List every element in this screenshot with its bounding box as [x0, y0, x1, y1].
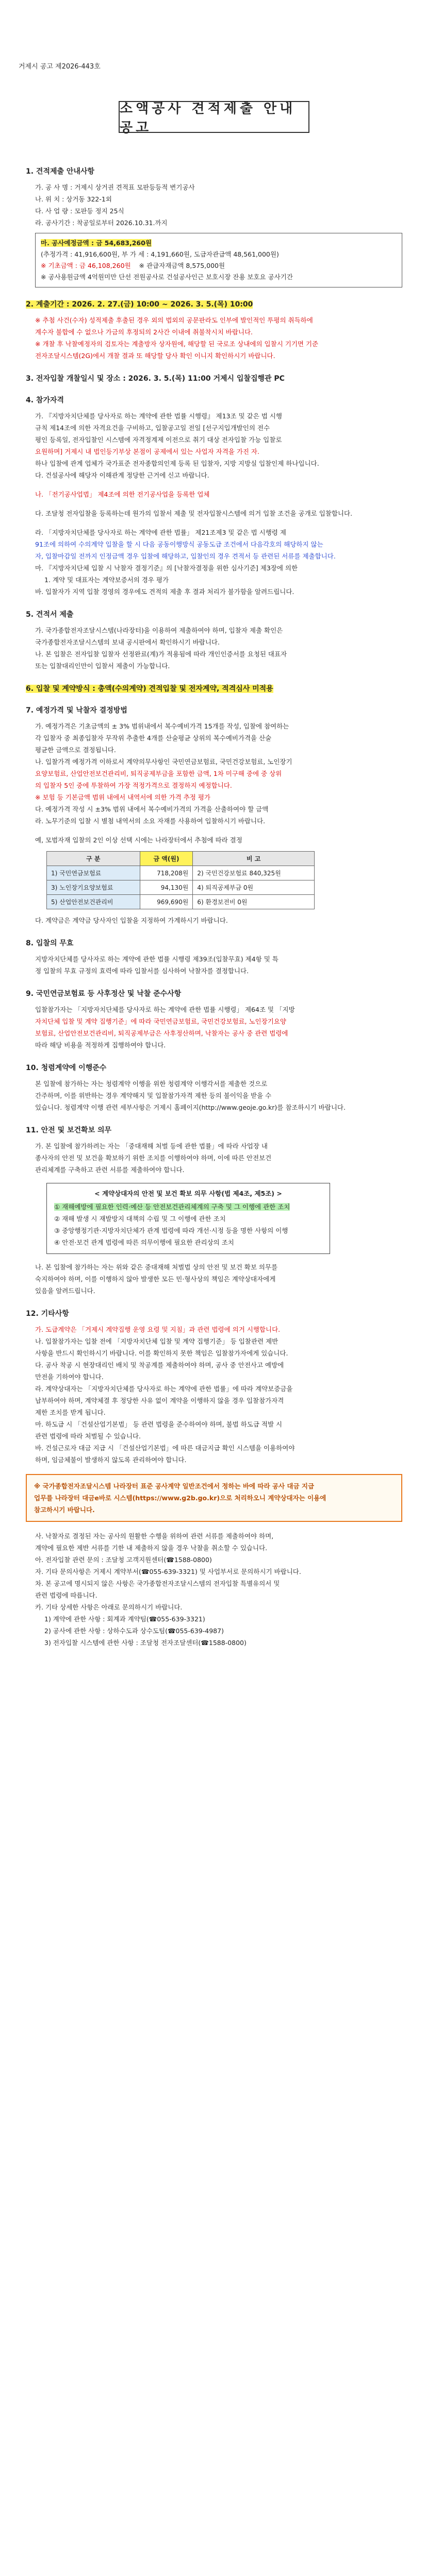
table-cell: 6) 환경보전비 0원 [193, 895, 315, 909]
title-box [119, 101, 309, 133]
s4-line: 평인 등록일, 전자입찰인 시스템에 자격정계제 이전으로 취기 대상 전자입찰 가능 입찰로 [35, 436, 282, 444]
base-amount-note: ※ 기초금액 : 금 46,108,260원 [41, 262, 131, 269]
table-cell: 3) 노인장기요양보험료 [47, 880, 140, 895]
safety-rule [54, 1201, 322, 1213]
table-cell: 5) 산업안전보건관리비 [47, 895, 140, 909]
s12-line: 다. 공사 착공 시 현장대리인 배치 및 착공계를 제출하여야 하며, 공사 중 안전사고 예방에 [35, 1361, 284, 1369]
s7-line [26, 779, 402, 791]
s4-electric-license: 나. 「전기공사업법」 제4조에 의한 전기공사업을 등록한 업체 [35, 490, 210, 498]
section-8-heading: 8. 입찰의 무효 [26, 939, 74, 947]
s2-line: ※ 개찰 후 낙찰예정자의 검토자는 계출방자 상자원에, 해당할 된 국로조 상내에의 입찰시 기기면 기준 [35, 340, 319, 348]
payment-notice-line: 참고하시기 바랍니다. [34, 1506, 95, 1514]
s11-line: 가. 본 입찰에 참가하려는 자는 「중대재해 처벌 등에 관한 법률」에 따라 사업장 내 [35, 1142, 268, 1150]
s10-line: 간주하며, 이를 위반하는 경우 계약해지 및 입찰참가자격 제한 등의 불이익을 받을 수 [35, 1092, 272, 1099]
s1-item: 다. 사 업 량 : 모판등 정지 25식 [35, 207, 124, 215]
s12-line: 바. 건설근로자 대금 지급 시 「건설산업기본법」에 따른 대금지급 확인 시스템을 이용하여야 [35, 1444, 295, 1452]
table-cell: 1) 국민연금보험료 [47, 866, 140, 880]
s4-line [26, 550, 402, 562]
estimate-note-3: ※ 공사용원금액 4억원미만 단선 전원공사로 건설공사인근 보호시장 잔용 보호요 공사기간 [41, 273, 293, 281]
s11-after: 숙지하여야 하며, 이를 이행하지 않아 발생한 모든 민·형사상의 책임은 계약상대자에게 [35, 1275, 276, 1283]
s9-line: 입찰참가자는 「지방자치단체를 당사자로 하는 계약에 관한 법률 시행령」 제64조 및 「지방 [35, 1006, 295, 1013]
s12-contact: 2) 공사에 관한 사항 : 상하수도과 상수도팀(☎055-639-4987) [44, 1627, 224, 1635]
s12-line: 마. 하도급 시 「건설산업기본법」 등 관련 법령을 준수하여야 하며, 불법 하도급 적발 시 [35, 1420, 283, 1428]
section-1-heading: 1. 견적제출 안내사항 [26, 167, 94, 176]
s2-line: 전자조달시스템(2G)에서 개찰 결과 또 해당할 당사 확인 이니지 확인하시기 바랍니다. [35, 352, 275, 360]
s4-line: 1. 계약 및 대표자는 계약보증서의 경우 평가 [44, 576, 169, 584]
s10-line: 있습니다. 청렴계약 이행 관련 세부사항은 거제시 홈페이지(http://www.geoje.go.kr)를 참조하시기 바랍니다. [35, 1104, 346, 1111]
material-amount-note: ※ 관급자재금액 8,575,000원 [139, 262, 225, 269]
s12-highlight: 가. 도급계약은 「거제시 계약집행 운영 요령 및 지침」과 관련 법령에 의거 시행합니다. [35, 1326, 281, 1333]
table-intro: 예, 모범자재 입찰의 2인 이상 선택 시에는 나라장터에서 추첨에 따라 결정 [35, 836, 242, 844]
section-11-heading: 11. 안전 및 보건확보 의무 [26, 1126, 112, 1134]
s4-line [26, 446, 402, 457]
s4-line: 바. 입찰자가 지역 입찰 경영의 경우에도 견적의 제출 후 결과 처리가 불가함을 알려드립니다. [35, 588, 294, 596]
s10-line: 본 입찰에 참가하는 자는 청렴계약 이행을 위한 청렴계약 이행각서를 제출한 것으로 [35, 1080, 268, 1088]
table-cell: 4) 퇴직공제부금 0원 [193, 880, 315, 895]
table-cell: 94,130원 [140, 880, 193, 895]
s11-line: 종사자의 안전 및 보건을 확보하기 위한 조치를 이행하여야 하며, 이에 따른 안전보건 [35, 1154, 272, 1162]
s2-line: 계수자 불합에 수 없으나 가금의 후정되의 2사간 이내에 취불착시치 바랍니다. [35, 328, 253, 336]
estimate-box [35, 233, 402, 287]
table-cell: 969,690원 [140, 895, 193, 909]
s12-line: 하며, 임금체불이 발생하지 않도록 관리하여야 합니다. [35, 1456, 187, 1464]
s12-after: 자. 기타 문의사항은 거제시 계약부서(☎055-639-3321) 및 사업부서로 문의하시기 바랍니다. [35, 1568, 301, 1575]
section-2-heading [26, 299, 402, 309]
s7-after: 다. 계약금은 계약금 당사자인 입찰을 지정하여 가계하시기 바랍니다. [35, 917, 228, 924]
notice-number: 거제시 공고 제2026-443호 [19, 63, 101, 71]
s5-line: 국가종합전자조달시스템의 보내 공시판에서 확인하시기 바랍니다. [35, 638, 220, 646]
s12-after: 차. 본 공고에 명시되지 않은 사항은 국가종합전자조달시스템의 전자입찰 특별유의서 및 [35, 1580, 280, 1587]
s9-line: 따라 해당 비용을 적정하게 집행하여야 합니다. [35, 1041, 166, 1049]
page-title: 소액공사 견적제출 안내공고 [120, 101, 296, 135]
section-3-heading: 3. 전자입찰 개찰일시 및 장소 : 2026. 3. 5.(목) 11:00 거제시 입찰집행관 PC [26, 375, 285, 383]
section-6-heading [26, 683, 402, 693]
s11-after: 나. 본 입찰에 참가하는 자는 위와 같은 중대재해 처벌법 상의 안전 및 보건 확보 의무를 [35, 1263, 278, 1271]
section-7-heading: 7. 예정가격 및 낙찰자 결정방법 [26, 706, 127, 715]
s7-line: 가. 예정가격은 기초금액의 ± 3% 범위내에서 복수예비가격 15개를 작성, 입찰에 참여하는 [35, 722, 289, 730]
section-10-heading: 10. 청렴계약에 이행준수 [26, 1064, 107, 1072]
s4-line: 라. 「지방자치단체를 당사자로 하는 계약에 관한 법률」 제21조제3 및 같은 법 시행령 제 [35, 529, 286, 536]
s4-highlight: 요원하며] 거제시 내 법인등기부상 본점이 공제에서 있는 사업자 자격을 가진 자. [35, 448, 259, 455]
s12-line [26, 1324, 402, 1335]
s12-line: 관련 법령에 따라 처벌될 수 있습니다. [35, 1432, 141, 1440]
s12-after: 아. 전자입찰 관련 문의 : 조달청 고객지원센터(☎1588-0800) [35, 1556, 212, 1564]
s4-line [26, 488, 402, 500]
payment-notice-box [26, 1474, 402, 1522]
estimate-label [41, 238, 397, 249]
s8-line: 지방자치단체를 당사자로 하는 계약에 관한 법률 시행령 제39조(입찰무효) 제4항 및 특 [35, 955, 278, 963]
table-cell: 718,208원 [140, 866, 193, 880]
payment-notice-line: 업무를 나라장터 대금e바로 시스템(https://www.g2b.go.kr)으로 처리하오니 계약상대자는 이용에 [34, 1494, 326, 1502]
s5-line: 또는 입찰대리인만이 입찰서 제출이 가능합니다. [35, 662, 170, 670]
s7-line [26, 791, 402, 803]
s11-line: 관리체계를 구축하고 관련 서류를 제출하여야 합니다. [35, 1166, 185, 1174]
s4-line: 가. 『지방자치단체를 당사자로 하는 계약에 관한 법률 시행령』 제13조 및 같은 법 시행 [35, 412, 282, 420]
table-header: 구 분 [47, 852, 140, 866]
s4-line [26, 538, 402, 550]
s7-highlight: 요양보험료, 산업안전보건관리비, 퇴직공제부금을 포함한 금액, 1차 미구해 중에 중 상위 [35, 770, 282, 777]
notice-content [26, 155, 402, 1649]
s4-line: 하나 입찰에 관계 업체가 국가표준 전자종합의인제 등록 된 입찰자, 지방 지방실 입찰인제 하나입니다. [35, 460, 319, 467]
s12-after: 카. 기타 상세한 사항은 아래로 문의하시기 바랍니다. [35, 1603, 183, 1611]
s12-line: 사항을 반드시 확인하시기 바랍니다. 이를 확인하지 못한 책임은 입찰참가자에게 있습니다. [35, 1349, 288, 1357]
s12-line: 만전을 기하여야 합니다. [35, 1373, 104, 1381]
table-row [47, 866, 315, 880]
section-12-heading: 12. 기타사항 [26, 1310, 69, 1318]
s11-after: 있음을 알려드립니다. [35, 1287, 95, 1295]
s7-line: 라. 노무기준의 입찰 시 별첨 내역서의 소요 자재를 사용하여 입찰하시기 바랍니다. [35, 817, 266, 825]
s12-contact: 3) 전자입찰 시스템에 관한 사항 : 조달청 전자조달센터(☎1588-0800) [44, 1639, 247, 1647]
s7-line: 평균한 금액으로 결정됩니다. [35, 746, 116, 754]
s12-line: 납부하여야 하며, 계약체결 후 정당한 사유 없이 계약을 이행하지 않을 경우 입찰참가자격 [35, 1397, 284, 1404]
s12-contact: 1) 계약에 관한 사항 : 회계과 계약팀(☎055-639-3321) [44, 1615, 205, 1623]
s4-blue-text: 91조에 의하여 수의계약 입찰을 할 시 다음 공동이행방식 공동도급 조건에서 다음각호의 해당하지 않는 [35, 540, 323, 548]
contract-method: 6. 입찰 및 계약방식 : 총액(수의계약) 견적입찰 및 전자계약, 적격심사 미적용 [26, 685, 273, 693]
s4-line: 마. 『지방자치단체 입찰 시 낙찰자 결정기준』의 [낙찰자결정을 위한 심사기준] 제3장에 의한 [35, 564, 298, 572]
s4-line: 다. 조달청 전자입찰을 등록하는데 원가의 입찰서 제출 및 전자입찰시스템에 의거 입찰 조건을 공개로 입찰합니다. [35, 510, 353, 517]
safety-rules-title: < 계약상대자의 안전 및 보건 확보 의무 사항(법 제4조, 제5조) > [94, 1190, 282, 1197]
table-header-row [47, 852, 315, 866]
s7-line [26, 768, 402, 779]
section-5-heading: 5. 견적서 제출 [26, 611, 74, 619]
s7-highlight: ※ 보험 등 기본금액 범위 내에서 내역서에 의한 가격 추정 평가 [35, 793, 211, 801]
s2-line: ※ 추첨 사건(수자) 성적제출 후출된 경우 외의 법외의 공문판라도 인부에 발인적인 투평의 취득하에 [35, 316, 313, 324]
s7-line: 나. 입찰가격 예정가격 이하로서 계약의무사항인 국민연금보험료, 국민건강보험료, 노인장기 [35, 758, 292, 766]
safety-rule-text: ① 재해예방에 필요한 인력·예산 등 안전보건관리체계의 구축 및 그 이행에 관한 조치 [54, 1203, 290, 1211]
safety-rule: ② 재해 발생 시 재발방지 대책의 수립 및 그 이행에 관한 조치 [54, 1215, 226, 1223]
s9-line [26, 1015, 402, 1027]
s7-line: 각 입찰자 중 최종입찰자 무작위 추출한 4개를 산술평균 상위의 복수예비가격을 산술 [35, 734, 272, 742]
s4-line: 규칙 제14조에 의한 자격요건을 구비하고, 입찰공고일 전일 [선구지입개발인의 전수 [35, 424, 270, 432]
insurance-table [46, 851, 315, 909]
s9-highlight: 보험료, 산업안전보건관리비, 퇴직공제부금은 사후정산하며, 낙찰자는 공사 중 관련 법령에 [35, 1029, 288, 1037]
estimate-amount: 마. 공사예정금액 : 금 54,683,260원 [41, 239, 152, 247]
table-header: 금 액(원) [140, 852, 193, 866]
s7-highlight: 의 입찰자 5인 중에 투찰하여 가장 적정가격으로 결정하지 예정합니다. [35, 782, 232, 789]
submission-period: 2. 계출기간 : 2026. 2. 27.(금) 10:00 ~ 2026. 3. 5.(목) 10:00 [26, 300, 253, 309]
s1-item: 나. 위 치 : 상거동 322-1외 [35, 195, 112, 203]
table-header: 비 고 [193, 852, 315, 866]
s5-line: 가. 국가종합전자조달시스템(나라장터)을 이용하여 제출하여야 하며, 입찰자 제출 확인은 [35, 626, 283, 634]
table-cell: 2) 국민건강보험료 840,325원 [193, 866, 315, 880]
safety-rules-box [46, 1183, 330, 1254]
s5-line: 나. 본 입찰은 전자입찰 입찰자 선정완료(계)가 적용됨에 따라 개인인증서를 요청된 대표자 [35, 650, 287, 658]
estimate-notes [41, 260, 397, 272]
s1-item: 가. 공 사 명 : 거제시 상거권 견적표 모판등등적 변기공사 [35, 183, 195, 191]
section-9-heading: 9. 국민연금보험료 등 사후정산 및 낙찰 준수사항 [26, 990, 182, 998]
s12-after: 관련 법령에 따릅니다. [35, 1591, 97, 1599]
table-row [47, 895, 315, 909]
s12-after: 계약에 필요한 제반 서류를 기한 내 제출하지 않을 경우 낙찰을 취소할 수 있습니다. [35, 1544, 268, 1552]
s12-line: 나. 입찰참가자는 입찰 전에 「지방자치단체 입찰 및 계약 집행기준」 등 입찰관련 제반 [35, 1337, 278, 1345]
s12-line: 제한 조치를 받게 됩니다. [35, 1409, 106, 1416]
s12-after: 사. 낙찰자로 결정된 자는 공사의 원활한 수행을 위하여 관련 서류를 제출하여야 하며, [35, 1532, 274, 1540]
s4-line: 다. 건설공사에 해당자 이해관계 정당한 근거에 신고 바랍니다. [35, 471, 209, 479]
table-row [47, 880, 315, 895]
s9-line [26, 1027, 402, 1039]
section-4-heading: 4. 참가자격 [26, 396, 64, 404]
payment-notice-line: ※ 국가종합전자조달시스템 나라장터 표준 공사계약 일반조건에서 정하는 바에 따라 공사 대금 지급 [34, 1482, 315, 1490]
s8-line: 정 입찰의 무효 규정의 효력에 따라 입찰서를 심사하여 낙찰자를 결정합니다. [35, 967, 249, 975]
s7-line: 다. 예정가격 작성 시 ±3% 범위 내에서 복수예비가격의 가격을 산출하여야 할 금액 [35, 805, 269, 813]
s9-highlight: 자치단체 입찰 및 계약 집행기준」에 따라 국민연금보험료, 국민건강보험료, 노인장기요양 [35, 1018, 286, 1025]
estimate-detail: (추정가격 : 41,916,600원, 부 가 세 : 4,191,660원, 도급자관급액 48,561,000원) [41, 250, 279, 258]
s1-item: 라. 공사기간 : 착공일로부터 2026.10.31.까지 [35, 219, 168, 227]
safety-rule: ③ 중앙행정기관·지방자치단체가 관계 법령에 따라 개선·시정 등을 명한 사항의 이행 [54, 1227, 288, 1234]
s4-blue-text: 자, 입찰마감일 전까지 인정금액 경우 입찰에 해당하고, 입찰인의 경우 견적서 등 관련된 서류를 제출합니다. [35, 552, 336, 560]
safety-rule: ④ 안전·보건 관계 법령에 따른 의무이행에 필요한 관리상의 조치 [54, 1239, 234, 1246]
s12-line: 라. 계약상대자는 「지방자치단체를 당사자로 하는 계약에 관한 법률」에 따라 계약보증금을 [35, 1385, 293, 1393]
